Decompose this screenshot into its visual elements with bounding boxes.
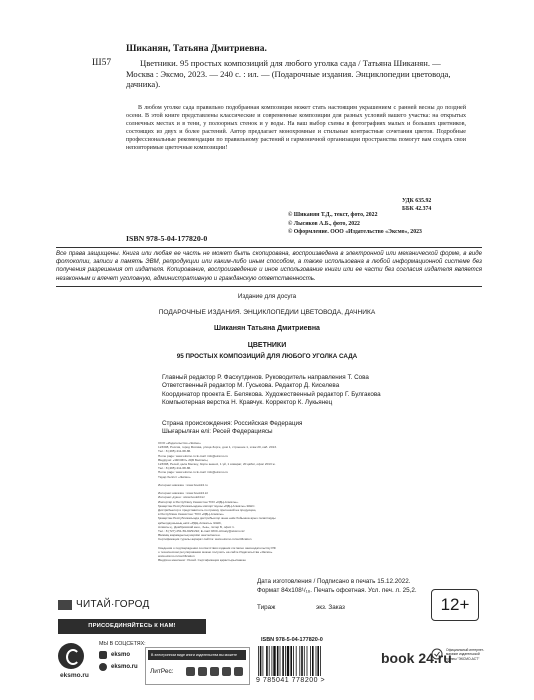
catalog-code: Ш57 [92,58,112,68]
barcode-number: 9 785041 778200 > [256,677,326,684]
barcode-bar [316,646,317,676]
publisher-info-line: Тел.: 8 (495) 411-68-86. [158,449,192,454]
print-format: Формат 84x108¹/₁₆. Печать офсетная. Усл. печ. л. 25,2. [257,587,417,594]
publisher-info-line: Өндіруші: «ЭКСМО» АҚБ Баспасы, [158,457,209,462]
rights-notice: Все права защищены. Книга или любая ее часть не может быть скопирована, воспроизведена в электронной или механической форме, в виде фотокопии, записи в память ЭВМ, репродукции или каким-либо иным способом, а также использована в любой информационной системе без получения разрешения от издателя. Копирование, воспроизведение и иное использование книги или ее части без согласия издателя является незаконным и влечет уголовную, административную и гражданскую ответственность. [56,247,482,287]
bbk-code: ББК 42.374 [402,206,432,212]
staff-line: Координатор проекта Е. Белякова. Художественный редактор Г. Булгакова [162,390,381,398]
ebook-text: В электронном виде книги издательства вы можете купить на www.litres.ru [148,650,246,660]
barcode-bar [293,646,294,676]
social-handle: eksmo [111,652,131,658]
barcode-bar [266,646,268,676]
litres-logo: ЛитРес: [150,668,174,675]
barcode-bar [282,646,284,676]
publisher-info-line: Home page: www.eksmo.ru E-mail: info@eksmo.ru [158,470,229,475]
edition-type: Издание для досуга [237,293,297,300]
publisher-info-line: Тел.: 8 (495) 411-68-86. [158,466,192,471]
copyright-line: © Шиканян Т.Д., текст, фото, 2022 [288,212,378,218]
barcode-bar [260,646,262,676]
apple-icon [210,667,219,676]
android-icon [198,667,207,676]
isbn: ISBN 978-5-04-177820-0 [126,234,208,243]
author-name: Шиканян Татьяна Дмитриевна [214,325,320,332]
publisher-info-line: Алматы қ., Домбровский көш., 3«а», литер Б, офис 1. [158,524,235,529]
windows-icon [222,667,231,676]
copyright-notices [288,211,422,237]
barcode-bar [277,646,279,676]
publisher-info-line: Интернет-магазин : www.book24.kz [158,491,209,496]
publisher-info-line: www.eksmo.ru/certification [158,554,195,559]
publisher-info-line: ООО «Издательство «Эксмо» [158,441,201,445]
book-subtitle: 95 ПРОСТЫХ КОМПОЗИЦИЙ ДЛЯ ЛЮБОГО УГОЛКА САДА [176,353,358,360]
bibliographic-description: Цветники. 95 простых композиций для любого уголка сада / Татьяна Шиканян. — Москва : Эксмо, 2023. — 240 с. : ил. — (Подарочные издания. Энциклопедии цветовода, дачника). [126,58,451,90]
editorial-staff [162,374,381,408]
staff-line: Компьютерная верстка Н. Кравчук. Корректор К. Лукьянец [162,399,333,407]
country-line: Страна происхождения: Российская Федерация [162,420,303,427]
publisher-info-line: Өндірген мемлекет: Ресей. Сертификация қарастырылмаған [158,558,246,563]
publisher-info-line: в Республике Казахстан: ТОО «РДЦ-Алматы» [158,512,224,517]
publisher-info-line: Импортёр в Республику Казахстан ТОО «РДЦ-Алматы». [158,499,239,504]
publisher-info-line: Интернет-магазин : www.book24.ru [158,482,208,487]
publisher-info-line: қабылдаушының өкілі «РДЦ-Алматы» ЖШС, [158,520,222,525]
barcode-bar [320,646,321,676]
copyright-line: © Оформление. ООО «Издательство «Эксмо», 2023 [288,229,422,236]
book-icon [58,600,72,610]
publisher-info-line: 123308, Россия, город Москва, улица Зорге, дом 1, строение 1, этаж 20, каб. 2013. [158,445,277,450]
publisher-info-line: Home page: www.eksmo.ru E-mail: info@eksmo.ru [158,453,229,458]
staff-line: Главный редактор Р. Фасхутдинов. Руководитель направления Т. Сова [162,374,369,381]
ebook-banner [145,647,250,685]
publisher-info-line: Сертификация туралы ақпарат сайтта: www.eksmo.ru/certification [158,537,252,542]
publisher-info-line: Сведения о подтверждении соответствия издания согласно законодательству РФ [158,545,276,550]
publisher-info-line: о техническом регулировании можно получить на сайте Издательства «Эксмо» [158,549,273,554]
barcode [257,646,345,676]
social-title: МЫ В СОЦСЕТЯХ: [99,641,146,647]
series-name: ПОДАРОЧНЫЕ ИЗДАНИЯ. ЭНЦИКЛОПЕДИИ ЦВЕТОВОДА, ДАЧНИКА [158,309,376,316]
barcode-bar [269,646,270,676]
certificate-icon [431,648,443,660]
publisher-info-line: Қазақстан Республикасында дистрибьютор және өнім бойынша арыз-талаптарды [158,516,276,521]
publisher-info [158,441,378,562]
publisher-info-line: Дистрибьютор и представитель по приему претензий на продукцию, [158,508,257,512]
print-run-label: Тираж [257,604,276,611]
globe-icon [99,663,107,671]
social-row [99,663,146,671]
social-network-icon [99,651,107,659]
eksmo-e-icon [66,649,80,665]
barcode-bar [310,646,311,676]
barcode-bar [263,646,264,676]
udk-code: УДК 635.92 [402,198,432,204]
eksmo-site: eksmo.ru [60,672,89,679]
publisher-info-line: 123308, Ресей, қала Мәскеу, Зорге көшесі, 1 үй, 1 ғимарат, 20 қабат, офис 2013 ж. [158,461,276,466]
order-label: экз. Заказ [316,604,345,611]
barcode-bar [285,646,286,676]
country-line: Шығарылған елі: Ресей Федерациясы [162,428,273,436]
barcode-bar [258,646,259,676]
barcode-bar [304,646,305,676]
chitai-gorod-logo [58,599,150,610]
web-icon [234,667,243,676]
barcode-bar [290,646,292,676]
social-row [99,651,146,659]
barcode-bar [307,646,308,676]
official-store-note: Официальный интернет-магазин издательской группы "ЭКСМО-АСТ" [446,648,485,661]
isbn-barcode-label: ISBN 978-5-04-177820-0 [261,637,323,643]
social-block [99,641,146,671]
print-date: Дата изготовления / Подписано в печать 15.12.2022. [257,578,411,585]
barcode-bar [287,646,289,676]
country-of-origin [162,420,302,437]
print-info [257,577,417,595]
book-abstract: В любом уголке сада правильно подобранная композиция может стать настоящим украшением с ранней весны до поздней осени. В этой книге представлены классические и современные композиции для разных условий вашего участка: на открытых солнечных местах и в тени, у полоорных стенок и у воды. На ваш выбор схемы в фотографиях малых и больших цветников, состоящих из двух и более растений. Автор предлагает монохромные и стильные контрастные сочетания цветов. Подробные профессиональные рекомендации по правильному растений и гармоничной организации пространства помогут вам создать свои неповторимые цветочные композиции! [126,105,466,151]
book-title: ЦВЕТНИКИ [247,342,287,349]
author-heading: Шиканян, Татьяна Дмитриевна. [126,44,267,54]
barcode-bar [317,646,319,676]
copyright-line: © Лысиков А.Б., фото, 2022 [288,220,360,227]
join-us-banner: ПРИСОЕДИНЯЙТЕСЬ К НАМ! [58,619,206,634]
eksmo-logo [58,643,84,669]
book24-logo: book 24.ru [381,650,452,666]
staff-line: Ответственный редактор М. Гуськова. Редактор Д. Киселева [162,382,340,390]
publisher-info-line: Тел.: 8 (727) 251-59-90/91/92; E-mail: RDC-Almaty@eksmo.kz [158,528,245,533]
barcode-bar [301,646,303,676]
publisher-info-line: Тауар белгісі: «Эксмо» [158,474,191,479]
barcode-bar [312,646,314,676]
age-rating: 12+ [431,589,479,621]
barcode-bar [272,646,273,676]
publisher-info-line: Интернет-дүкен : www.book24.kz [158,495,205,500]
barcode-bar [280,646,281,676]
app-store-icon [186,667,195,676]
publisher-info-line: Қазақстан Республикасындағы импорттаушы «РДЦ-Алматы» ЖШС. [158,503,256,508]
social-handle: eksmo.ru [111,664,138,670]
publisher-info-line: Өнімнің жарамдылық мерзімі шектелмеген. [158,533,221,538]
barcode-bar [273,646,275,676]
barcode-bar [296,646,297,676]
chitai-gorod-text: ЧИТАЙ·ГОРОД [76,599,150,610]
barcode-bar [299,646,300,676]
